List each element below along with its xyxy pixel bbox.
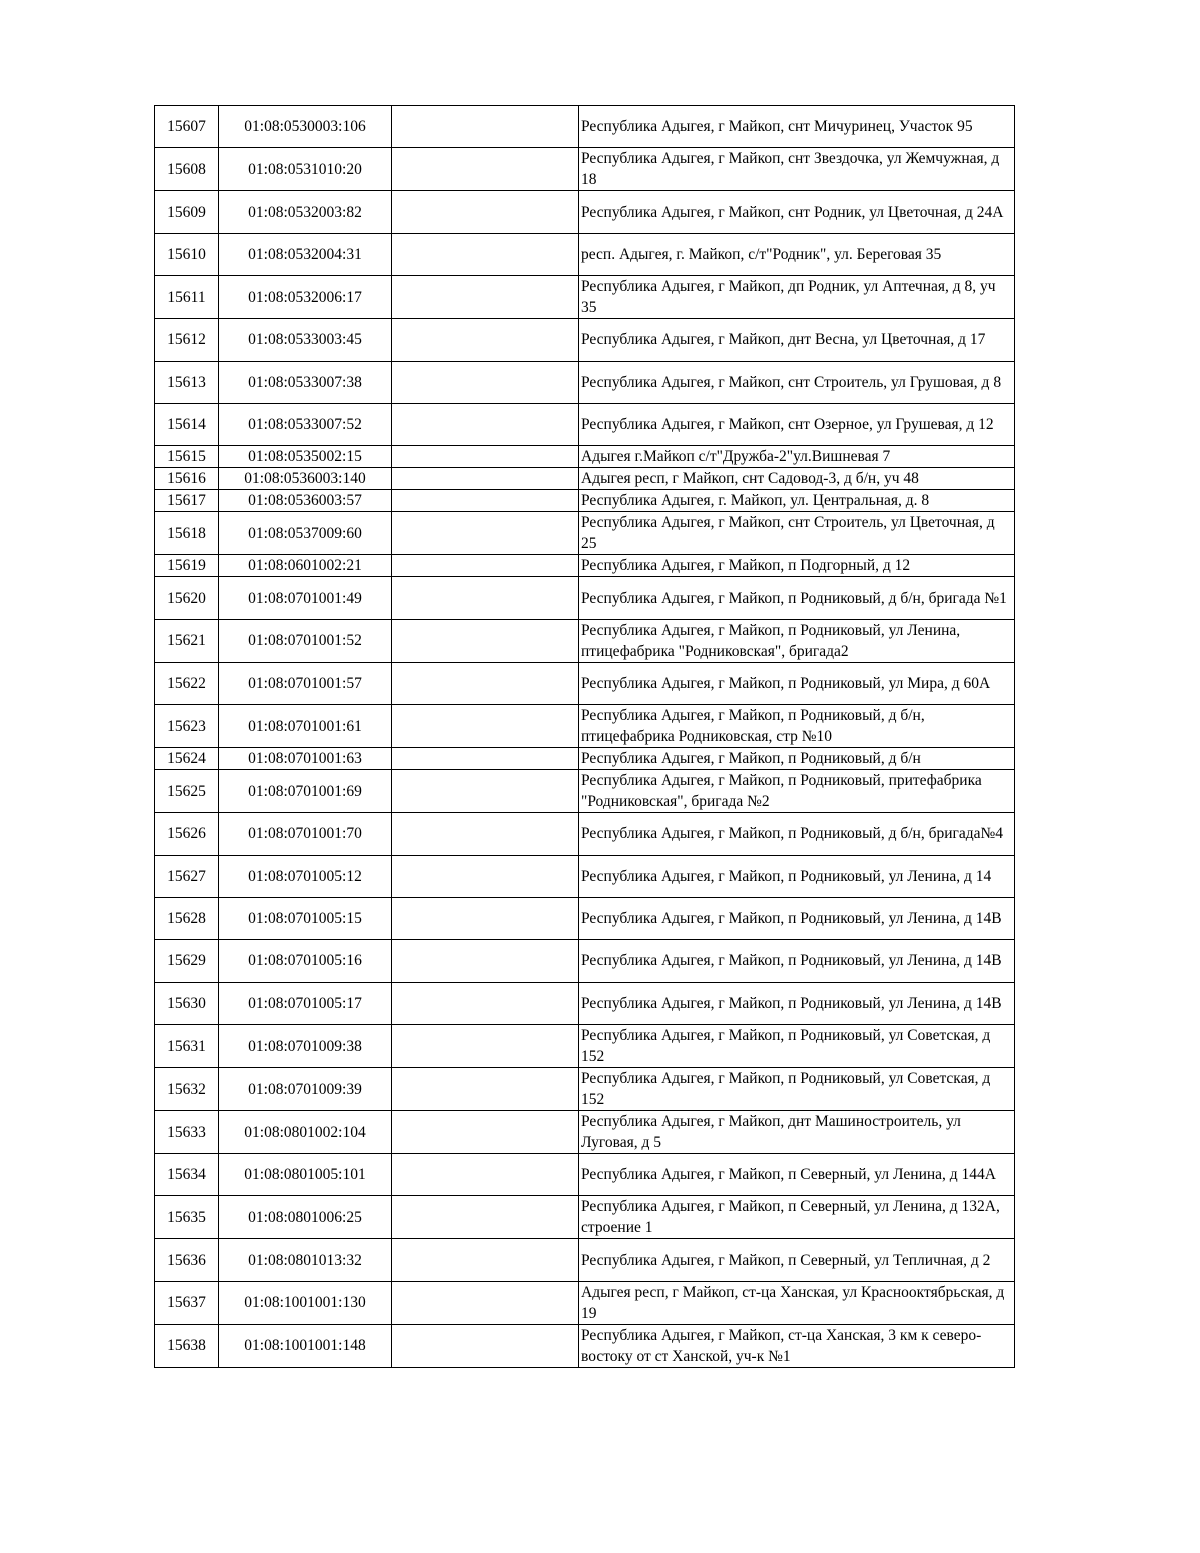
table-row <box>155 148 1015 191</box>
table-row <box>155 361 1015 403</box>
empty-cell <box>392 490 579 512</box>
address-cell: Республика Адыгея, г Майкоп, п Родниковый, д б/н <box>579 748 1015 770</box>
row-number-cell: 15614 <box>155 403 219 445</box>
table-row <box>155 490 1015 512</box>
row-number-cell: 15626 <box>155 813 219 855</box>
cadastral-number-cell: 01:08:0701001:69 <box>219 770 392 813</box>
address-cell: Республика Адыгея, г Майкоп, п Родниковый, ул Ленина, д 14В <box>579 897 1015 939</box>
cadastral-table <box>154 105 1015 1368</box>
empty-cell <box>392 361 579 403</box>
table-row <box>155 468 1015 490</box>
table-row <box>155 897 1015 939</box>
row-number-cell: 15628 <box>155 897 219 939</box>
empty-cell <box>392 512 579 555</box>
cadastral-number-cell: 01:08:0537009:60 <box>219 512 392 555</box>
table-row <box>155 855 1015 897</box>
address-cell: Республика Адыгея, г Майкоп, п Северный, ул Тепличная, д 2 <box>579 1239 1015 1281</box>
cadastral-number-cell: 01:08:0701001:63 <box>219 748 392 770</box>
row-number-cell: 15610 <box>155 233 219 275</box>
table-row <box>155 619 1015 662</box>
table-row <box>155 1239 1015 1281</box>
table-row <box>155 748 1015 770</box>
address-cell: Республика Адыгея, г. Майкоп, ул. Центральная, д. 8 <box>579 490 1015 512</box>
cadastral-number-cell: 01:08:0533003:45 <box>219 319 392 361</box>
address-cell: Республика Адыгея, г Майкоп, снт Мичуринец, Участок 95 <box>579 106 1015 148</box>
cadastral-number-cell: 01:08:0701009:38 <box>219 1025 392 1068</box>
address-cell: Адыгея респ, г Майкоп, ст-ца Ханская, ул Краснооктябрьская, д 19 <box>579 1281 1015 1324</box>
address-cell: Республика Адыгея, г Майкоп, п Родниковый, ул Ленина, д 14 <box>579 855 1015 897</box>
cadastral-number-cell: 01:08:0533007:52 <box>219 403 392 445</box>
table-row <box>155 555 1015 577</box>
row-number-cell: 15613 <box>155 361 219 403</box>
table-row <box>155 512 1015 555</box>
row-number-cell: 15631 <box>155 1025 219 1068</box>
table-row <box>155 770 1015 813</box>
table-row <box>155 705 1015 748</box>
empty-cell <box>392 403 579 445</box>
empty-cell <box>392 662 579 704</box>
row-number-cell: 15625 <box>155 770 219 813</box>
cadastral-number-cell: 01:08:0601002:21 <box>219 555 392 577</box>
cadastral-number-cell: 01:08:0701001:57 <box>219 662 392 704</box>
row-number-cell: 15622 <box>155 662 219 704</box>
address-cell: Адыгея респ, г Майкоп, снт Садовод-3, д б/н, уч 48 <box>579 468 1015 490</box>
cadastral-number-cell: 01:08:0801013:32 <box>219 1239 392 1281</box>
empty-cell <box>392 982 579 1024</box>
row-number-cell: 15616 <box>155 468 219 490</box>
empty-cell <box>392 148 579 191</box>
cadastral-number-cell: 01:08:0532003:82 <box>219 191 392 233</box>
empty-cell <box>392 1281 579 1324</box>
address-cell: Республика Адыгея, г Майкоп, п Родниковый, ул Советская, д 152 <box>579 1068 1015 1111</box>
cadastral-number-cell: 01:08:0701005:16 <box>219 940 392 982</box>
row-number-cell: 15635 <box>155 1196 219 1239</box>
table-row <box>155 446 1015 468</box>
row-number-cell: 15627 <box>155 855 219 897</box>
cadastral-number-cell: 01:08:0701001:49 <box>219 577 392 619</box>
cadastral-number-cell: 01:08:0701001:52 <box>219 619 392 662</box>
address-cell: Республика Адыгея, г Майкоп, снт Озерное, ул Грушевая, д 12 <box>579 403 1015 445</box>
empty-cell <box>392 770 579 813</box>
row-number-cell: 15620 <box>155 577 219 619</box>
row-number-cell: 15611 <box>155 276 219 319</box>
address-cell: Республика Адыгея, г Майкоп, п Родниковый, ул Ленина, птицефабрика "Родниковская", бригада2 <box>579 619 1015 662</box>
address-cell: Республика Адыгея, г Майкоп, п Северный, ул Ленина, д 144А <box>579 1154 1015 1196</box>
empty-cell <box>392 813 579 855</box>
empty-cell <box>392 1154 579 1196</box>
empty-cell <box>392 705 579 748</box>
cadastral-number-cell: 01:08:1001001:148 <box>219 1324 392 1367</box>
empty-cell <box>392 855 579 897</box>
row-number-cell: 15638 <box>155 1324 219 1367</box>
table-row <box>155 191 1015 233</box>
cadastral-number-cell: 01:08:0531010:20 <box>219 148 392 191</box>
row-number-cell: 15624 <box>155 748 219 770</box>
address-cell: Республика Адыгея, г Майкоп, дп Родник, ул Аптечная, д 8, уч 35 <box>579 276 1015 319</box>
cadastral-number-cell: 01:08:0530003:106 <box>219 106 392 148</box>
address-cell: Республика Адыгея, г Майкоп, п Родниковый, д б/н, птицефабрика Родниковская, стр №10 <box>579 705 1015 748</box>
table-row <box>155 403 1015 445</box>
row-number-cell: 15608 <box>155 148 219 191</box>
row-number-cell: 15612 <box>155 319 219 361</box>
table-row <box>155 813 1015 855</box>
row-number-cell: 15623 <box>155 705 219 748</box>
table-row <box>155 577 1015 619</box>
empty-cell <box>392 468 579 490</box>
cadastral-number-cell: 01:08:0536003:140 <box>219 468 392 490</box>
table-row <box>155 662 1015 704</box>
table-row <box>155 1111 1015 1154</box>
address-cell: Республика Адыгея, г Майкоп, п Родниковый, ул Советская, д 152 <box>579 1025 1015 1068</box>
cadastral-number-cell: 01:08:0532006:17 <box>219 276 392 319</box>
address-cell: Республика Адыгея, г Майкоп, п Родниковый, ул Ленина, д 14В <box>579 940 1015 982</box>
empty-cell <box>392 555 579 577</box>
cadastral-number-cell: 01:08:0701005:12 <box>219 855 392 897</box>
address-cell: Республика Адыгея, г Майкоп, п Родниковый, д б/н, бригада №1 <box>579 577 1015 619</box>
table-row <box>155 1025 1015 1068</box>
empty-cell <box>392 619 579 662</box>
table-row <box>155 319 1015 361</box>
address-cell: Адыгея г.Майкоп с/т"Дружба-2"ул.Вишневая 7 <box>579 446 1015 468</box>
empty-cell <box>392 1025 579 1068</box>
empty-cell <box>392 319 579 361</box>
empty-cell <box>392 1111 579 1154</box>
table-row <box>155 1281 1015 1324</box>
address-cell: Республика Адыгея, г Майкоп, днт Машиностроитель, ул Луговая, д 5 <box>579 1111 1015 1154</box>
row-number-cell: 15634 <box>155 1154 219 1196</box>
row-number-cell: 15607 <box>155 106 219 148</box>
cadastral-number-cell: 01:08:0532004:31 <box>219 233 392 275</box>
empty-cell <box>392 106 579 148</box>
row-number-cell: 15630 <box>155 982 219 1024</box>
table-row <box>155 276 1015 319</box>
row-number-cell: 15629 <box>155 940 219 982</box>
address-cell: Республика Адыгея, г Майкоп, п Родниковый, ул Ленина, д 14В <box>579 982 1015 1024</box>
address-cell: респ. Адыгея, г. Майкоп, с/т"Родник", ул. Береговая 35 <box>579 233 1015 275</box>
table-row <box>155 106 1015 148</box>
row-number-cell: 15617 <box>155 490 219 512</box>
row-number-cell: 15621 <box>155 619 219 662</box>
empty-cell <box>392 1239 579 1281</box>
cadastral-number-cell: 01:08:0536003:57 <box>219 490 392 512</box>
address-cell: Республика Адыгея, г Майкоп, снт Родник, ул Цветочная, д 24А <box>579 191 1015 233</box>
empty-cell <box>392 577 579 619</box>
table-row <box>155 1324 1015 1367</box>
table-row <box>155 233 1015 275</box>
empty-cell <box>392 191 579 233</box>
empty-cell <box>392 940 579 982</box>
row-number-cell: 15637 <box>155 1281 219 1324</box>
table-row <box>155 1068 1015 1111</box>
cadastral-number-cell: 01:08:1001001:130 <box>219 1281 392 1324</box>
empty-cell <box>392 233 579 275</box>
table-row <box>155 1196 1015 1239</box>
address-cell: Республика Адыгея, г Майкоп, днт Весна, ул Цветочная, д 17 <box>579 319 1015 361</box>
address-cell: Республика Адыгея, г Майкоп, п Подгорный, д 12 <box>579 555 1015 577</box>
empty-cell <box>392 897 579 939</box>
cadastral-number-cell: 01:08:0701001:70 <box>219 813 392 855</box>
address-cell: Республика Адыгея, г Майкоп, снт Строитель, ул Цветочная, д 25 <box>579 512 1015 555</box>
address-cell: Республика Адыгея, г Майкоп, п Родниковый, д б/н, бригада№4 <box>579 813 1015 855</box>
empty-cell <box>392 748 579 770</box>
row-number-cell: 15619 <box>155 555 219 577</box>
cadastral-number-cell: 01:08:0801005:101 <box>219 1154 392 1196</box>
address-cell: Республика Адыгея, г Майкоп, п Северный, ул Ленина, д 132А, строение 1 <box>579 1196 1015 1239</box>
empty-cell <box>392 1196 579 1239</box>
address-cell: Республика Адыгея, г Майкоп, снт Звездочка, ул Жемчужная, д 18 <box>579 148 1015 191</box>
cadastral-number-cell: 01:08:0801006:25 <box>219 1196 392 1239</box>
row-number-cell: 15615 <box>155 446 219 468</box>
cadastral-number-cell: 01:08:0701005:17 <box>219 982 392 1024</box>
cadastral-number-cell: 01:08:0535002:15 <box>219 446 392 468</box>
row-number-cell: 15633 <box>155 1111 219 1154</box>
cadastral-number-cell: 01:08:0801002:104 <box>219 1111 392 1154</box>
address-cell: Республика Адыгея, г Майкоп, снт Строитель, ул Грушовая, д 8 <box>579 361 1015 403</box>
table-row <box>155 1154 1015 1196</box>
address-cell: Республика Адыгея, г Майкоп, п Родниковый, ул Мира, д 60А <box>579 662 1015 704</box>
address-cell: Республика Адыгея, г Майкоп, п Родниковый, притефабрика "Родниковская", бригада №2 <box>579 770 1015 813</box>
empty-cell <box>392 446 579 468</box>
table-row <box>155 982 1015 1024</box>
row-number-cell: 15609 <box>155 191 219 233</box>
cadastral-number-cell: 01:08:0533007:38 <box>219 361 392 403</box>
table-row <box>155 940 1015 982</box>
address-cell: Республика Адыгея, г Майкоп, ст-ца Ханская, 3 км к северо-востоку от ст Ханской, уч-к №1 <box>579 1324 1015 1367</box>
cadastral-number-cell: 01:08:0701005:15 <box>219 897 392 939</box>
empty-cell <box>392 1324 579 1367</box>
row-number-cell: 15636 <box>155 1239 219 1281</box>
row-number-cell: 15632 <box>155 1068 219 1111</box>
cadastral-number-cell: 01:08:0701009:39 <box>219 1068 392 1111</box>
table-body <box>155 106 1015 1368</box>
cadastral-number-cell: 01:08:0701001:61 <box>219 705 392 748</box>
empty-cell <box>392 1068 579 1111</box>
empty-cell <box>392 276 579 319</box>
row-number-cell: 15618 <box>155 512 219 555</box>
